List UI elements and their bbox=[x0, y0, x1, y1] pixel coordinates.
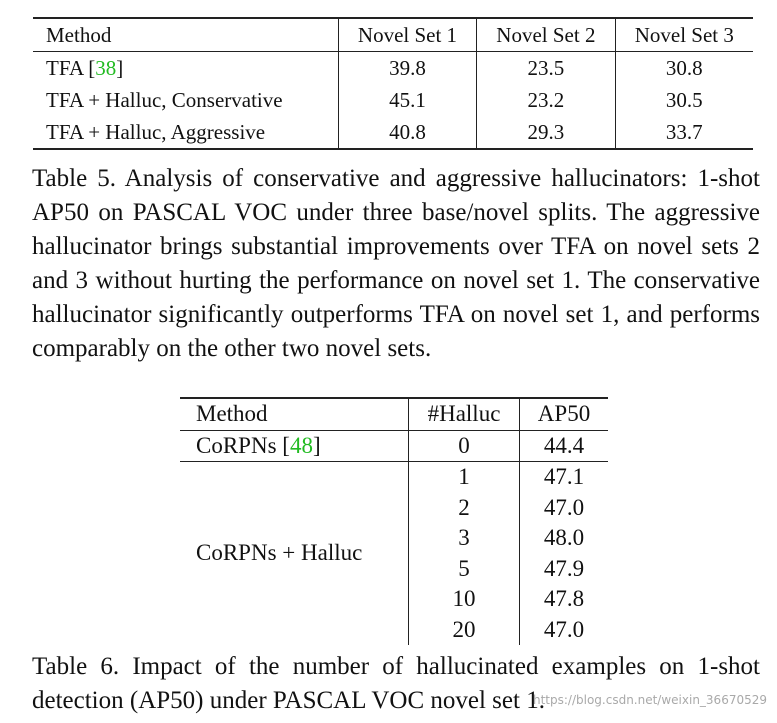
table-6 bbox=[180, 397, 608, 645]
halluc-cell: 2 bbox=[409, 493, 520, 524]
value-cell: 30.5 bbox=[665, 88, 703, 112]
ap50-cell: 47.8 bbox=[543, 586, 585, 611]
ap50-cell: 44.4 bbox=[543, 432, 585, 458]
halluc-cell: 5 bbox=[409, 554, 520, 585]
method-name: TFA bbox=[46, 56, 83, 80]
table-row bbox=[33, 52, 753, 85]
value-cell: 30.8 bbox=[665, 56, 703, 80]
ap50-cell: 47.0 bbox=[543, 494, 585, 520]
ap50-cell: 47.9 bbox=[543, 555, 585, 581]
table-row bbox=[33, 84, 753, 116]
method-name: CoRPNs bbox=[196, 432, 277, 458]
method-cell: TFA [38] bbox=[33, 52, 338, 85]
table-5-caption: Table 5. Analysis of conservative and aggressive hallucinators: 1-shot AP50 on PASCAL VOC under three base/novel splits. The aggressive hallucinator brings substantial improvements over TFA on novel sets 2 and 3 without hurting the performance on novel set 1. The conservative hallucinator significantly outperforms TFA on novel set 1, and performs comparably on the other two novel sets. bbox=[32, 165, 760, 362]
halluc-cell: 3 bbox=[409, 523, 520, 554]
value-cell: 23.5 bbox=[477, 52, 615, 85]
table-5 bbox=[33, 17, 753, 150]
method-cell: CoRPNs [48] bbox=[180, 430, 409, 462]
ap50-cell-best: 48.0 bbox=[543, 525, 585, 550]
table-6-caption: Table 6. Impact of the number of hallucinated examples on 1-shot detection (AP50) under PASCAL VOC novel set 1. bbox=[32, 653, 760, 714]
header-halluc: #Halluc bbox=[409, 398, 520, 430]
header-novel-set-2: Novel Set 2 bbox=[477, 18, 615, 52]
ap50-cell: 47.1 bbox=[543, 464, 585, 489]
value-cell: 40.8 bbox=[338, 116, 476, 149]
value-cell-best: 45.1 bbox=[338, 84, 476, 116]
table-5-header-row bbox=[33, 18, 753, 52]
table-row bbox=[33, 116, 753, 149]
ap50-cell: 47.0 bbox=[543, 616, 585, 642]
method-cell: TFA + Halluc, Conservative bbox=[33, 84, 338, 116]
citation-link[interactable]: 38 bbox=[95, 56, 117, 80]
header-novel-set-3: Novel Set 3 bbox=[634, 23, 734, 47]
halluc-cell: 10 bbox=[409, 584, 520, 615]
header-ap50: AP50 bbox=[537, 401, 591, 426]
watermark-url: https://blog.csdn.net/weixin_36670529 bbox=[532, 693, 767, 707]
method-cell: TFA + Halluc, Aggressive bbox=[33, 116, 338, 149]
header-method: Method bbox=[180, 398, 409, 430]
table-6-header-row bbox=[180, 398, 608, 430]
value-cell-best: 29.3 bbox=[477, 116, 615, 149]
value-cell: 39.8 bbox=[338, 52, 476, 85]
table-row-baseline bbox=[180, 430, 608, 462]
halluc-cell: 0 bbox=[409, 430, 520, 462]
table-row bbox=[180, 462, 608, 493]
header-method: Method bbox=[33, 18, 338, 52]
group-method-cell: CoRPNs + Halluc bbox=[180, 462, 409, 646]
citation-link[interactable]: 48 bbox=[289, 432, 313, 458]
value-cell: 23.2 bbox=[477, 84, 615, 116]
value-cell-best: 33.7 bbox=[665, 120, 703, 144]
halluc-cell: 20 bbox=[409, 615, 520, 646]
header-novel-set-1: Novel Set 1 bbox=[338, 18, 476, 52]
halluc-cell: 1 bbox=[409, 462, 520, 493]
